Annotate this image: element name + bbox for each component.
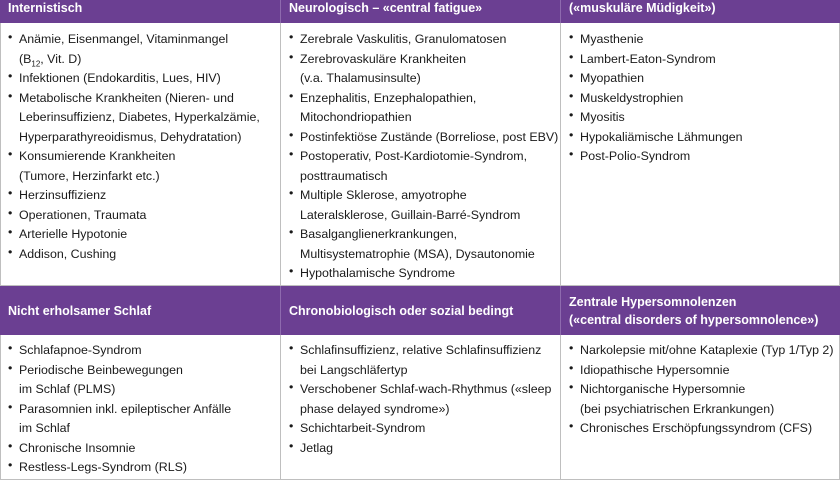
list-item-text: • Chronische Insomnie bbox=[19, 440, 136, 455]
list-item-text: im Schlaf bbox=[19, 421, 70, 435]
list-item-text: • Arterielle Hypotonie bbox=[19, 227, 128, 241]
list-item bbox=[289, 30, 555, 50]
column-header-text: Nicht erholsamer Schlaf bbox=[8, 303, 152, 318]
list-item bbox=[289, 439, 555, 459]
bullet-list bbox=[289, 341, 555, 458]
list-item-text: • Zerebrovaskuläre Krankheiten bbox=[300, 51, 466, 66]
column-body bbox=[561, 335, 840, 480]
header-divider bbox=[280, 286, 281, 335]
list-item bbox=[8, 186, 275, 206]
list-item bbox=[8, 458, 275, 478]
list-item-text: • Nichtorganische Hypersomnie bbox=[580, 382, 746, 396]
list-item-text: Mitochondriopathien bbox=[300, 110, 412, 124]
list-item bbox=[8, 341, 275, 361]
column-header bbox=[0, 0, 281, 23]
column-header-text: Neurologisch – «central fatigue» bbox=[289, 1, 483, 15]
list-item bbox=[289, 128, 559, 148]
header-divider bbox=[560, 0, 561, 23]
list-item-text: (v.a. Thalamusinsulte) bbox=[300, 71, 421, 85]
list-item-text: Hyperparathyreoidismus, Dehydratation) bbox=[19, 129, 242, 144]
list-item-text: • Metabolische Krankheiten (Nieren- und bbox=[19, 90, 234, 105]
list-item bbox=[8, 147, 275, 186]
list-item-text: Lateralsklerose, Guillain-Barré-Syndrom bbox=[300, 207, 521, 222]
list-item-text: • Idiopathische Hypersomnie bbox=[580, 362, 730, 377]
list-item-text: • Enzephalitis, Enzephalopathien, bbox=[300, 90, 477, 105]
column-header-text: («central disorders of hypersomnolence») bbox=[569, 312, 819, 327]
header-divider bbox=[560, 286, 561, 335]
column-header-text: Chronobiologisch oder sozial bedingt bbox=[289, 303, 514, 318]
list-item-text: • Myasthenie bbox=[580, 32, 644, 46]
list-item bbox=[289, 225, 555, 264]
list-item-text: Leberinsuffizienz, Diabetes, Hyperkalzämie, bbox=[19, 110, 260, 124]
list-item-text: • Postinfektiöse Zustände (Borreliose, post EBV) bbox=[300, 129, 559, 144]
list-item-text: • Chronisches Erschöpfungssyndrom (CFS) bbox=[580, 421, 813, 435]
list-item-text: • Zerebrale Vaskulitis, Granulomatosen bbox=[300, 32, 507, 46]
column-header bbox=[281, 0, 561, 23]
column-divider bbox=[560, 23, 561, 286]
list-item bbox=[289, 264, 555, 284]
column-divider bbox=[280, 335, 281, 480]
list-item-text: • Schlafinsuffizienz, relative Schlafinsuffizienz bbox=[300, 343, 542, 357]
column-divider bbox=[280, 23, 281, 286]
list-item bbox=[569, 419, 834, 439]
list-item-text: • Muskeldystrophien bbox=[580, 90, 684, 105]
list-item-text: • Operationen, Traumata bbox=[19, 207, 147, 222]
list-item bbox=[569, 147, 834, 167]
list-item bbox=[569, 128, 834, 148]
list-item bbox=[289, 147, 555, 186]
list-item-text: • Hypothalamische Syndrome bbox=[300, 266, 455, 280]
list-item bbox=[8, 245, 275, 265]
list-item bbox=[569, 50, 834, 70]
list-item-text: • Anämie, Eisenmangel, Vitaminmangel bbox=[19, 32, 229, 46]
list-item-text: • Schlafapnoe-Syndrom bbox=[19, 343, 142, 357]
list-item bbox=[289, 89, 555, 128]
list-item bbox=[569, 380, 834, 419]
list-item-text: • Lambert-Eaton-Syndrom bbox=[580, 51, 716, 66]
list-item-text: • Post-Polio-Syndrom bbox=[580, 149, 691, 163]
list-item-text: (bei psychiatrischen Erkrankungen) bbox=[580, 401, 775, 416]
list-item-text: • Myositis bbox=[580, 110, 625, 124]
column-body bbox=[0, 23, 281, 286]
list-item bbox=[289, 380, 555, 419]
subscript-text: 12 bbox=[31, 58, 41, 68]
list-item-text: • Periodische Beinbewegungen bbox=[19, 362, 183, 377]
list-item-text bbox=[19, 50, 275, 70]
list-item-text: • Narkolepsie mit/ohne Kataplexie (Typ 1/Typ 2) bbox=[580, 343, 834, 357]
list-item bbox=[8, 361, 275, 400]
list-item bbox=[569, 89, 834, 109]
list-item bbox=[289, 419, 555, 439]
list-item bbox=[8, 89, 275, 148]
list-item bbox=[569, 69, 834, 89]
list-item-text: • Schichtarbeit-Syndrom bbox=[300, 421, 426, 435]
list-item-text: bei Langschläfertyp bbox=[300, 362, 408, 377]
text-fragment: (B bbox=[19, 51, 32, 66]
bullet-list bbox=[8, 341, 275, 478]
column-body bbox=[561, 23, 840, 286]
list-item-text: • Multiple Sklerose, amyotrophe bbox=[300, 188, 467, 202]
list-item bbox=[569, 108, 834, 128]
list-item-text: • Addison, Cushing bbox=[19, 246, 117, 261]
column-header-text: Zentrale Hypersomnolenzen bbox=[569, 294, 737, 309]
bullet-list bbox=[569, 30, 834, 167]
column-header-text: («muskuläre Müdigkeit») bbox=[569, 1, 716, 15]
list-item bbox=[569, 361, 834, 381]
list-item-text: posttraumatisch bbox=[300, 168, 388, 183]
list-item bbox=[8, 439, 275, 459]
column-body bbox=[281, 335, 561, 480]
list-item bbox=[289, 50, 555, 89]
list-item bbox=[8, 206, 275, 226]
list-item-text: • Parasomnien inkl. epileptischer Anfälle bbox=[19, 401, 232, 416]
column-divider bbox=[560, 335, 561, 480]
list-item-text: • Jetlag bbox=[300, 440, 334, 455]
list-item bbox=[8, 400, 275, 439]
list-item-text: • Restless-Legs-Syndrom (RLS) bbox=[19, 460, 188, 474]
list-item bbox=[8, 225, 275, 245]
column-header bbox=[561, 0, 840, 23]
list-item bbox=[569, 30, 834, 50]
bullet-list bbox=[289, 30, 559, 284]
list-item bbox=[289, 341, 555, 380]
list-item-text: im Schlaf (PLMS) bbox=[19, 382, 116, 396]
list-item bbox=[8, 69, 275, 89]
column-header bbox=[281, 286, 561, 335]
column-header bbox=[0, 286, 281, 335]
list-item-text: (Tumore, Herzinfarkt etc.) bbox=[19, 168, 160, 183]
row-divider bbox=[0, 285, 840, 286]
list-item-text: Multisystematrophie (MSA), Dysautonomie bbox=[300, 246, 535, 261]
list-item-text: phase delayed syndrome») bbox=[300, 401, 450, 416]
bullet-list bbox=[8, 30, 275, 264]
list-item-text: • Konsumierende Krankheiten bbox=[19, 149, 176, 163]
list-item-text: • Basalganglienerkrankungen, bbox=[300, 227, 458, 241]
list-item bbox=[8, 30, 275, 69]
list-item-text: • Myopathien bbox=[580, 71, 645, 85]
column-body bbox=[281, 23, 561, 286]
column-divider bbox=[0, 23, 1, 286]
column-divider bbox=[0, 335, 1, 480]
bullet-list bbox=[569, 341, 834, 439]
list-item-text: • Infektionen (Endokarditis, Lues, HIV) bbox=[19, 71, 221, 85]
list-item bbox=[569, 341, 834, 361]
column-body bbox=[0, 335, 281, 480]
header-divider bbox=[280, 0, 281, 23]
list-item-text: • Hypokaliämische Lähmungen bbox=[580, 129, 743, 144]
list-item bbox=[289, 186, 555, 225]
list-item-text: • Verschobener Schlaf-wach-Rhythmus («sleep bbox=[300, 382, 552, 396]
list-item-text: • Herzinsuffizienz bbox=[19, 188, 107, 202]
column-header-text: Internistisch bbox=[8, 1, 83, 15]
text-fragment: , Vit. D) bbox=[40, 51, 82, 66]
list-item-text: • Postoperativ, Post-Kardiotomie-Syndrom, bbox=[300, 149, 528, 163]
column-header bbox=[561, 286, 840, 335]
